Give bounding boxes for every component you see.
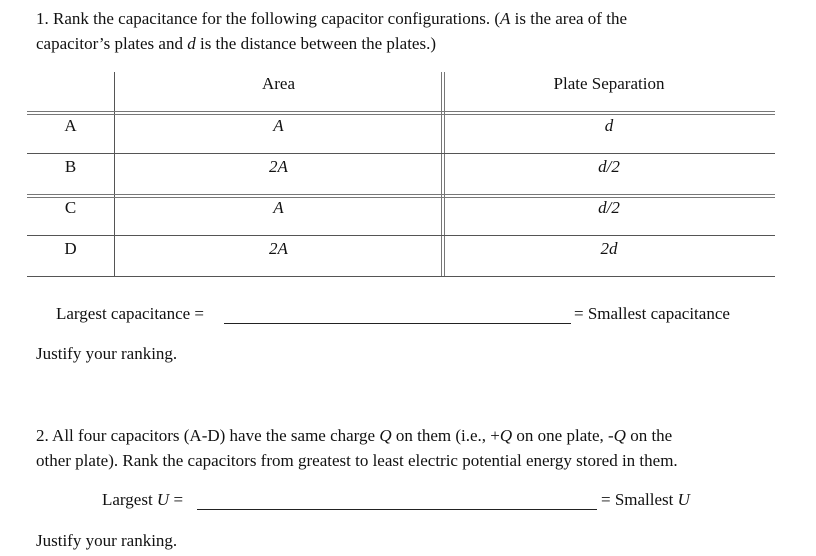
question-1-line-1 xyxy=(36,8,627,30)
ranking-1-right-label: = Smallest capacitance xyxy=(574,304,730,323)
question-1-text: is the area of the xyxy=(510,9,627,28)
ranking-2-left-label xyxy=(102,489,183,511)
ranking-2-text: Largest xyxy=(102,490,157,509)
separation-value: d/2 xyxy=(598,157,620,176)
row-label: B xyxy=(64,157,77,176)
row-label: D xyxy=(64,239,77,258)
header-area: Area xyxy=(261,74,296,93)
question-1-text: is the distance between the plates.) xyxy=(195,34,436,53)
justify-1-prompt: Justify your ranking. xyxy=(36,344,178,363)
header-plate-separation: Plate Separation xyxy=(553,74,665,93)
separation-value: d/2 xyxy=(598,198,620,217)
table-divider xyxy=(27,111,775,115)
question-2-line-2: other plate). Rank the capacitors from greatest to least electric potential energy stored in them. xyxy=(36,451,678,470)
question-2-text: 2. All four capacitors (A-D) have the same charge xyxy=(36,426,380,445)
row-area xyxy=(115,239,442,259)
variable-charge: Q xyxy=(379,426,392,445)
ranking-1-answer-blank[interactable] xyxy=(224,323,571,324)
ranking-1-left-label: Largest capacitance = xyxy=(56,304,205,323)
area-value: A xyxy=(273,116,284,135)
variable-energy: U xyxy=(156,490,170,509)
row-separation xyxy=(443,116,775,136)
area-value: A xyxy=(273,198,284,217)
row-label: A xyxy=(64,116,77,135)
row-separation xyxy=(443,198,775,218)
row-area xyxy=(115,116,442,136)
area-value: 2A xyxy=(269,157,288,176)
question-1-text: 1. Rank the capacitance for the following capacitor configurations. ( xyxy=(36,9,501,28)
question-2-text: on the xyxy=(625,426,673,445)
separation-value: 2d xyxy=(600,239,618,258)
question-2-text: on them (i.e., + xyxy=(391,426,500,445)
variable-charge: Q xyxy=(499,426,513,445)
table-divider xyxy=(27,276,775,277)
row-separation xyxy=(443,239,775,259)
question-1-text: capacitor’s plates and xyxy=(36,34,188,53)
row-separation xyxy=(443,157,775,177)
area-value: 2A xyxy=(269,239,288,258)
row-area xyxy=(115,157,442,177)
variable-distance: d xyxy=(187,34,196,53)
ranking-2-text: = Smallest xyxy=(601,490,678,509)
question-1-line-2 xyxy=(36,33,436,55)
variable-energy: U xyxy=(677,490,690,509)
justify-2-prompt: Justify your ranking. xyxy=(36,531,178,550)
question-2-line-1 xyxy=(36,425,672,447)
ranking-2-answer-blank[interactable] xyxy=(197,509,597,510)
row-label: C xyxy=(64,198,77,217)
row-area xyxy=(115,198,442,218)
ranking-2-right-label xyxy=(601,489,690,511)
separation-value: d xyxy=(604,116,614,135)
variable-area: A xyxy=(500,9,511,28)
variable-charge: Q xyxy=(613,426,626,445)
capacitor-table xyxy=(27,72,775,277)
question-2-text: on one plate, - xyxy=(512,426,614,445)
table-divider xyxy=(27,153,775,154)
ranking-2-text: = xyxy=(169,490,184,509)
table-divider xyxy=(27,235,775,236)
